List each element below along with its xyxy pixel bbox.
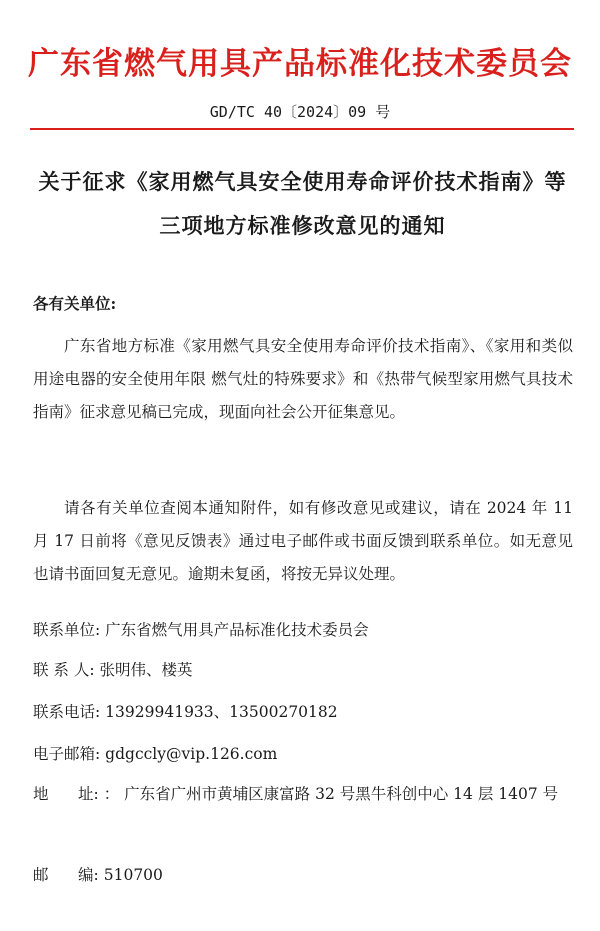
- organization-title: 广东省燃气用具产品标准化技术委员会: [28, 46, 572, 82]
- contact-zip-row: [33, 859, 573, 892]
- contact-phone-value: 13929941933、13500270182: [105, 703, 338, 721]
- contact-unit-label: 联系单位:: [33, 621, 101, 639]
- contact-address-row: [33, 778, 573, 811]
- contact-person-label: 联 系 人:: [33, 661, 95, 679]
- contact-phone-label: 联系电话:: [33, 703, 101, 721]
- contact-address-label: 地 址:: [33, 785, 99, 803]
- notice-title: 关于征求《家用燃气具安全使用寿命评价技术指南》等三项地方标准修改意见的通知: [38, 169, 567, 238]
- contact-email-value: gdgccly@vip.126.com: [105, 745, 278, 763]
- contact-zip-label: 邮 编:: [33, 866, 99, 884]
- contact-person-value: 张明伟、楼英: [99, 661, 193, 679]
- contact-address-value: ： 广东省广州市黄埔区康富路 32 号黑牛科创中心 14 层 1407 号: [103, 785, 559, 803]
- document-number: GD/TC 40〔2024〕09 号: [209, 103, 391, 121]
- contact-person-row: [33, 654, 573, 687]
- red-divider-line: [30, 128, 574, 130]
- contact-email-row: [33, 738, 573, 771]
- contact-email-label: 电子邮箱:: [33, 745, 101, 763]
- contact-phone-row: [33, 696, 573, 729]
- contact-unit-row: [33, 614, 573, 647]
- contact-zip-value: 510700: [103, 866, 163, 884]
- salutation: 各有关单位:: [33, 294, 117, 313]
- body-paragraph-1: 广东省地方标准《家用燃气具安全使用寿命评价技术指南》、《家用和类似用途电器的安全使用年限 燃气灶的特殊要求》和《热带气候型家用燃气具技术指南》征求意见稿已完成，现面向社会公开征集意见。: [33, 337, 573, 421]
- contact-unit-value: 广东省燃气用具产品标准化技术委员会: [105, 621, 369, 639]
- body-paragraph-2: 请各有关单位查阅本通知附件，如有修改意见或建议，请在 2024 年 11 月 17 日前将《意见反馈表》通过电子邮件或书面反馈到联系单位。如无意见也请书面回复无意见。逾期未复函，将按无异议处理。: [33, 499, 573, 583]
